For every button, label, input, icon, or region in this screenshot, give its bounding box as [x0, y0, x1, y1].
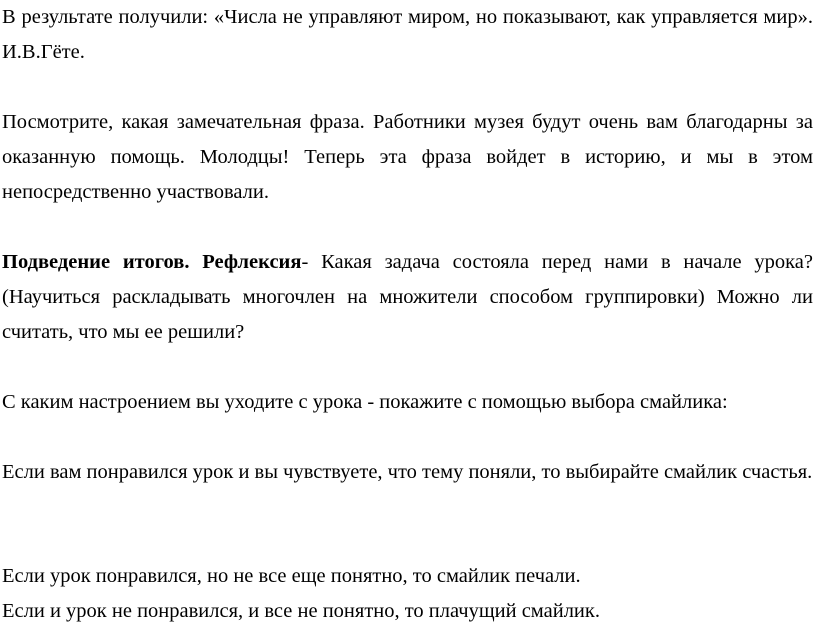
- paragraph-mood: С каким настроением вы уходите с урока - покажите с помощью выбора смайлика:: [2, 391, 728, 413]
- paragraph-crying: Если и урок не понравился, и все не понятно, то плачущий смайлик.: [2, 600, 600, 622]
- summary-heading: Подведение итогов. Рефлексия: [2, 251, 302, 273]
- paragraph-happy: Если вам понравился урок и вы чувствуете, что тему поняли, то выбирайте смайлик счастья.: [2, 461, 813, 483]
- paragraph-look: Посмотрите, какая замечательная фраза. Работники музея будут очень вам благодарны за оказанную помощь. Молодцы! Теперь эта фраза войдет в историю, и мы в этом непосредственно участвовали.: [2, 111, 813, 203]
- paragraph-sad: Если урок понравился, но не все еще понятно, то смайлик печали.: [2, 565, 581, 587]
- summary-text: - Какая задача состояла перед нами в начале урока? (Научиться раскладывать многочлен на множители способом группировки) Можно ли считать, что мы ее решили?: [2, 251, 813, 343]
- paragraph-result: В результате получили: «Числа не управляют миром, но показывают, как управляется мир». И.В.Гёте.: [2, 6, 813, 63]
- paragraph-summary: [2, 245, 813, 350]
